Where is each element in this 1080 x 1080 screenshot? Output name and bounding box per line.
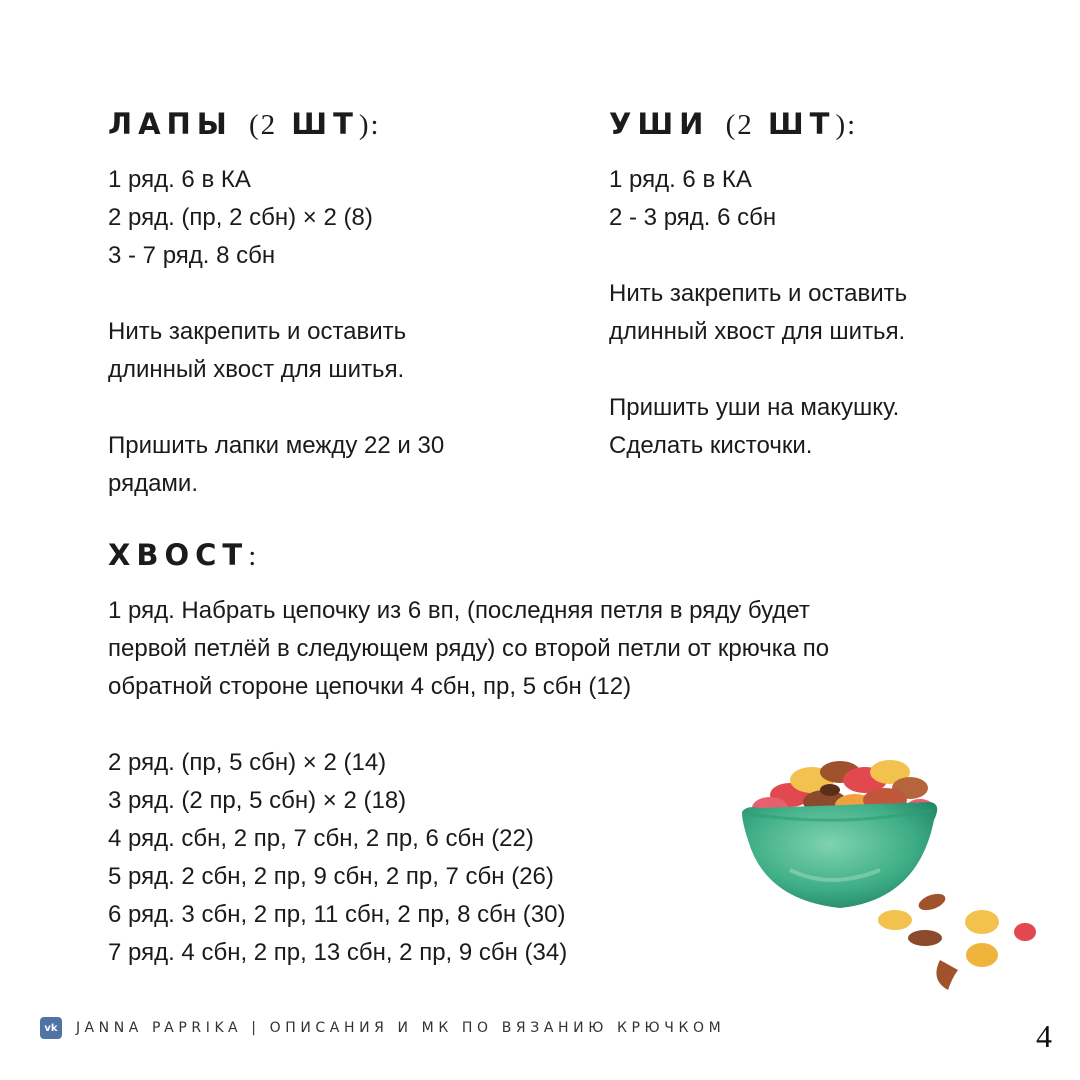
ears-heading	[609, 107, 858, 141]
paws-heading-word: ЛАПЫ	[108, 107, 233, 141]
ears-heading-count: 2	[737, 109, 752, 141]
tail-line: первой петлёй в следующем ряду) со второй петли от крючка по	[108, 635, 830, 662]
ears-instructions	[609, 161, 907, 465]
tail-line: 2 ряд. (пр, 5 сбн) × 2 (14)	[108, 749, 387, 776]
paws-heading-unit: ШТ	[291, 107, 359, 141]
paws-line: длинный хвост для шитья.	[108, 356, 405, 383]
ears-heading-unit: ШТ	[767, 107, 836, 141]
tail-line: 1 ряд. Набрать цепочку из 6 вп, (последняя петля в ряду будет	[108, 597, 810, 624]
tail-line: 4 ряд. сбн, 2 пр, 7 сбн, 2 пр, 6 сбн (22)	[108, 825, 534, 852]
ears-heading-word: УШИ	[609, 107, 710, 141]
paws-heading-count: 2	[260, 109, 276, 141]
tail-line: 3 ряд. (2 пр, 5 сбн) × 2 (18)	[108, 787, 407, 814]
tail-heading-close: :	[248, 540, 259, 572]
vk-icon[interactable]: vk	[40, 1017, 62, 1039]
paws-line: 2 ряд. (пр, 2 сбн) × 2 (8)	[108, 204, 373, 231]
ears-line: 1 ряд. 6 в КА	[609, 166, 752, 193]
ears-line: Пришить уши на макушку.	[609, 394, 900, 421]
ears-heading-open: (	[725, 109, 738, 141]
paws-line: рядами.	[108, 470, 198, 497]
paws-heading-open: (	[248, 109, 261, 141]
tail-heading-word: ХВОСТ	[108, 538, 249, 572]
paws-heading	[108, 107, 381, 141]
tail-gap	[108, 706, 829, 744]
ears-line: 2 - 3 ряд. 6 сбн	[609, 204, 777, 231]
footer	[40, 1017, 725, 1039]
tail-heading	[108, 538, 259, 572]
paws-line: Пришить лапки между 22 и 30	[108, 432, 445, 459]
paws-instructions	[108, 161, 444, 503]
ears-gap	[609, 237, 907, 275]
ears-heading-close: ):	[835, 109, 858, 141]
ears-line: Сделать кисточки.	[609, 432, 813, 459]
page-number: 4	[1036, 1018, 1052, 1054]
bowl-of-nuts-illustration	[730, 750, 1050, 1010]
scattered-nuts	[878, 891, 1036, 990]
paws-line: 1 ряд. 6 в КА	[108, 166, 251, 193]
tail-line: 7 ряд. 4 сбн, 2 пр, 13 сбн, 2 пр, 9 сбн (34)	[108, 939, 568, 966]
ears-line: длинный хвост для шитья.	[609, 318, 906, 345]
ears-gap	[609, 351, 907, 389]
paws-gap	[108, 389, 444, 427]
tail-line: 6 ряд. 3 сбн, 2 пр, 11 сбн, 2 пр, 8 сбн (30)	[108, 901, 566, 928]
tail-line: 5 ряд. 2 сбн, 2 пр, 9 сбн, 2 пр, 7 сбн (26)	[108, 863, 554, 890]
ears-line: Нить закрепить и оставить	[609, 280, 908, 307]
tail-line: обратной стороне цепочки 4 сбн, пр, 5 сбн (12)	[108, 673, 632, 700]
paws-line: Нить закрепить и оставить	[108, 318, 407, 345]
paws-gap	[108, 275, 444, 313]
paws-heading-close: ):	[358, 109, 381, 141]
footer-credit-text: JANNA PAPRIKA | ОПИСАНИЯ И МК ПО ВЯЗАНИЮ КРЮЧКОМ	[76, 1020, 726, 1036]
tail-instructions	[108, 592, 829, 972]
paws-line: 3 - 7 ряд. 8 сбн	[108, 242, 276, 269]
